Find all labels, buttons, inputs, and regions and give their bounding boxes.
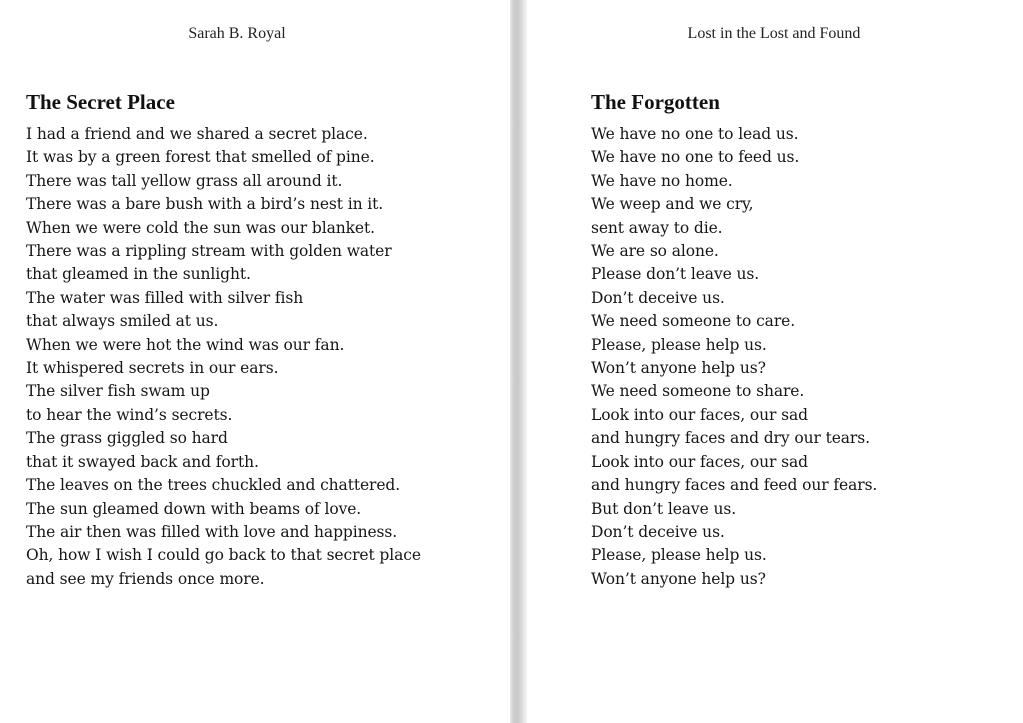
poem-line: and see my friends once more.: [26, 569, 265, 588]
poem-line: There was tall yellow grass all around it.: [26, 171, 343, 190]
poem-line: It whispered secrets in our ears.: [26, 359, 279, 378]
poem-title: The Forgotten: [591, 90, 720, 114]
book-spine-gutter: [510, 0, 527, 723]
poem-lines: [591, 123, 1023, 591]
poem-line: We have no one to feed us.: [591, 148, 800, 167]
poem-secret-place: [26, 89, 496, 591]
poem-line: Please, please help us.: [591, 335, 767, 354]
poem-line: The silver fish swam up: [26, 382, 210, 401]
poem-line: and hungry faces and dry our tears.: [591, 429, 870, 448]
poem-line: Look into our faces, our sad: [591, 405, 808, 424]
poem-line: I had a friend and we shared a secret place.: [26, 125, 368, 143]
poem-line: Please, please help us.: [591, 546, 767, 565]
poem-lines: [26, 123, 496, 591]
poem-line: Look into our faces, our sad: [591, 452, 808, 471]
poem-line: Oh, how I wish I could go back to that secret place: [26, 546, 421, 565]
poem-title: The Secret Place: [26, 90, 175, 114]
right-page[interactable]: [527, 0, 1023, 723]
poem-line: The water was filled with silver fish: [26, 288, 304, 307]
poem-line: Please don’t leave us.: [591, 265, 760, 284]
poem-line: The leaves on the trees chuckled and chattered.: [26, 476, 401, 495]
poem-line: But don’t leave us.: [591, 499, 737, 518]
poem-line: We have no one to lead us.: [591, 125, 799, 143]
poem-line: We weep and we cry,: [591, 195, 754, 214]
poem-line: We need someone to care.: [591, 312, 796, 331]
poem-line: and hungry faces and feed our fears.: [591, 476, 878, 495]
poem-line: We have no home.: [591, 171, 733, 190]
right-page-header-book-title: Lost in the Lost and Found: [687, 25, 861, 42]
poem-line: sent away to die.: [591, 218, 723, 237]
poem-line: When we were cold the sun was our blanket.: [26, 218, 375, 237]
poem-line: The sun gleamed down with beams of love.: [26, 499, 362, 518]
poem-line: Won’t anyone help us?: [591, 359, 766, 378]
poem-line: The grass giggled so hard: [26, 429, 228, 448]
poem-line: There was a bare bush with a bird’s nest in it.: [26, 195, 384, 214]
poem-line: that always smiled at us.: [26, 312, 219, 331]
poem-line: When we were hot the wind was our fan.: [26, 335, 345, 354]
poem-line: Don’t deceive us.: [591, 288, 725, 307]
poem-line: Won’t anyone help us?: [591, 569, 766, 588]
poem-line: that gleamed in the sunlight.: [26, 265, 251, 284]
poem-forgotten: [591, 89, 1023, 591]
poem-line: There was a rippling stream with golden water: [26, 242, 392, 261]
poem-line: We need someone to share.: [591, 382, 805, 401]
poem-line: We are so alone.: [591, 242, 719, 261]
left-page-header-author: Sarah B. Royal: [188, 25, 286, 42]
poem-line: that it swayed back and forth.: [26, 452, 259, 471]
poem-line: It was by a green forest that smelled of pine.: [26, 148, 375, 167]
poem-line: to hear the wind’s secrets.: [26, 405, 233, 424]
left-page[interactable]: [0, 0, 510, 723]
poem-line: Don’t deceive us.: [591, 522, 725, 541]
poem-line: The air then was filled with love and happiness.: [26, 522, 398, 541]
